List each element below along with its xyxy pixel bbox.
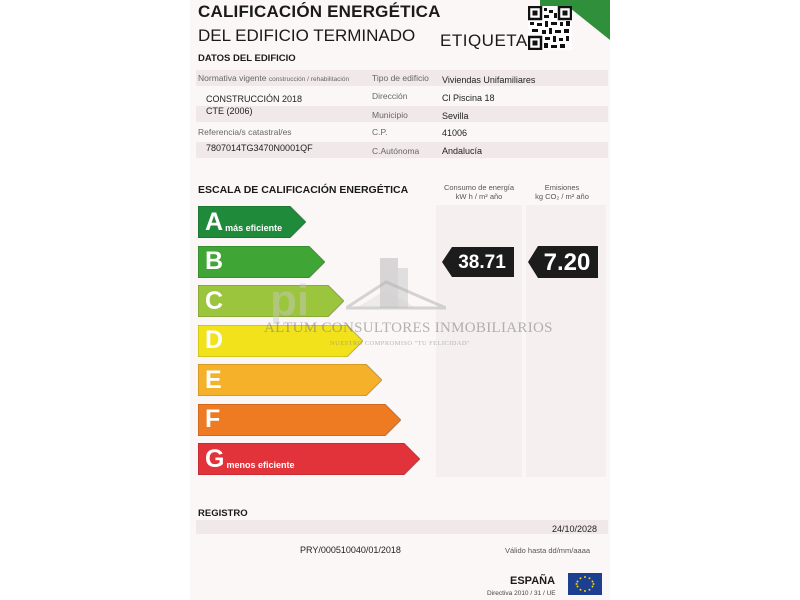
watermark-building-icon [346,254,446,323]
title-line-2: DEL EDIFICIO TERMINADO [198,26,416,45]
energy-class-bar-e [198,364,382,396]
eu-flag-icon [568,573,602,600]
watermark-company: ALTUM CONSULTORES INMOBILIARIOS [264,320,553,336]
energy-class-label [198,325,223,357]
registry-valid-label: Válido hasta dd/mm/aaaa [505,546,591,555]
normativa-label: Normativa vigente construcción / rehabilitación [198,73,350,83]
field-value-cp: 41006 [442,128,468,138]
watermark-logo: pi [270,276,310,325]
field-value-tipo: Viviendas Unifamiliares [442,75,536,85]
building-section-title: DATOS DEL EDIFICIO [198,53,296,64]
normativa-value-2: CTE (2006) [206,106,253,116]
field-value-autonoma: Andalucía [442,146,483,156]
scale-section-title: ESCALA DE CALIFICACIÓN ENERGÉTICA [198,184,409,196]
qr-code-icon [528,6,572,55]
energy-class-bar-b [198,246,325,278]
normativa-value-1: CONSTRUCCIÓN 2018 [206,94,303,104]
energy-class-label [198,443,294,475]
emissions-value: 7.20 [543,249,591,276]
row-band [196,520,608,534]
registry-section-title: REGISTRO [198,508,248,519]
registry-valid-date: 24/10/2028 [552,524,598,534]
field-label-autonoma: C.Autónoma [372,146,420,156]
field-label-cp: C.P. [372,127,388,137]
energy-class-label [198,364,222,396]
energy-class-letter: A [205,207,224,236]
field-label-tipo: Tipo de edificio [372,73,429,83]
title-line-1: CALIFICACIÓN ENERGÉTICA [198,2,441,21]
field-label-municipio: Municipio [372,110,408,120]
emissions-value-badge [528,246,598,276]
emissions-column-header: Emisiones kg CO₂ / m² año [535,183,589,201]
directive-label: Directiva 2010 / 31 / UE [487,590,556,597]
energy-class-bar-g [198,443,420,475]
energy-class-letter: E [205,365,222,394]
energy-class-label [198,285,223,317]
energy-value: 38.71 [458,252,506,273]
energy-class-letter: C [205,286,224,315]
energy-class-bar-a [198,206,306,238]
field-value-direccion: Cl Piscina 18 [442,93,495,103]
etiqueta-label: ETIQUETA [440,31,528,50]
ref-catastral-value: 7807014TG3470N0001QF [206,143,313,153]
energy-class-letter: D [205,326,224,354]
energy-column-header: Consumo de energía kW h / m² año [443,183,515,201]
field-value-municipio: Sevilla [442,111,469,121]
field-label-direccion: Dirección [372,91,408,101]
energy-class-subtitle: más eficiente [225,223,283,233]
country-label: ESPAÑA [510,575,556,587]
registry-number: PRY/000510040/01/2018 [300,545,401,555]
energy-value-badge [442,247,514,277]
energy-class-label [198,246,223,278]
energy-class-label [198,404,220,436]
energy-class-letter: G [205,444,225,473]
energy-class-letter: F [205,405,221,433]
ref-catastral-label: Referencia/s catastral/es [198,127,292,137]
energy-class-letter: B [205,247,224,275]
watermark-slogan: NUESTRO COMPROMISO "TU FELICIDAD" [330,340,471,347]
energy-class-label [198,206,282,238]
energy-class-bar-f [198,404,401,436]
energy-class-subtitle: menos eficiente [226,460,295,470]
